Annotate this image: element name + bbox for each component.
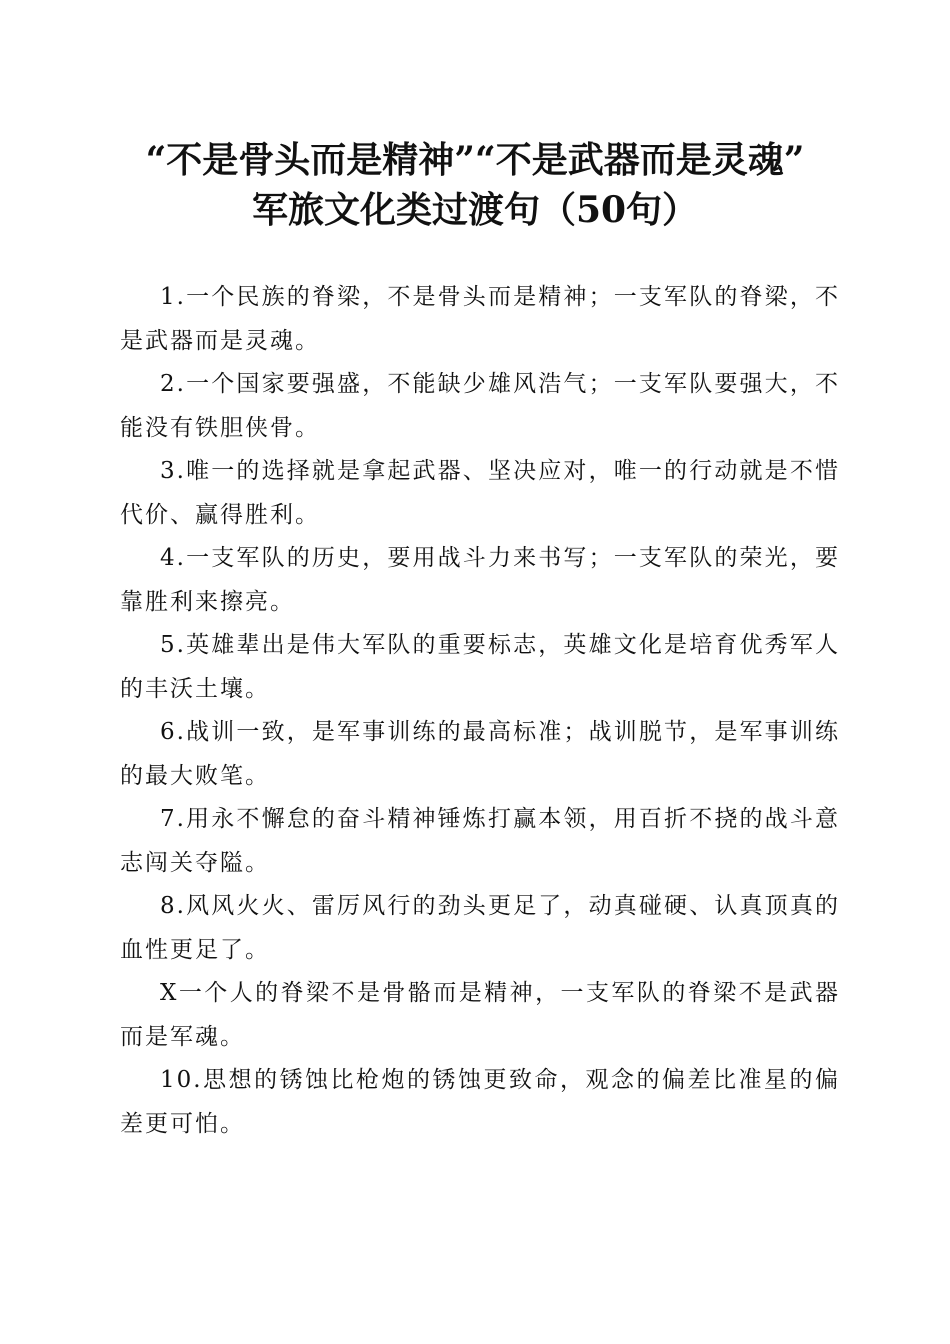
document-title-line-1: “不是骨头而是精神”“不是武器而是灵魂” (145, 139, 805, 181)
list-item: 1.一个民族的脊梁，不是骨头而是精神；一支军队的脊梁，不是武器而是灵魂。 (120, 284, 840, 354)
list-item: 7.用永不懈怠的奋斗精神锤炼打赢本领，用百折不挠的战斗意志闯关夺隘。 (120, 806, 840, 876)
list-item: 3.唯一的选择就是拿起武器、坚决应对，唯一的行动就是不惜代价、赢得胜利。 (120, 458, 840, 528)
document-title-line-2: 军旅文化类过渡句（50句） (251, 189, 699, 231)
list-item: 5.英雄辈出是伟大军队的重要标志，英雄文化是培育优秀军人的丰沃土壤。 (120, 632, 840, 702)
list-item: 4.一支军队的历史，要用战斗力来书写；一支军队的荣光，要靠胜利来擦亮。 (120, 545, 840, 615)
list-item: 6.战训一致，是军事训练的最高标准；战训脱节，是军事训练的最大败笔。 (120, 719, 840, 789)
list-item: 8.风风火火、雷厉风行的劲头更足了，动真碰硬、认真顶真的血性更足了。 (120, 893, 840, 963)
list-item: X一个人的脊梁不是骨骼而是精神，一支军队的脊梁不是武器而是军魂。 (120, 980, 840, 1050)
document-body (120, 276, 840, 1146)
list-item: 2.一个国家要强盛，不能缺少雄风浩气；一支军队要强大，不能没有铁胆侠骨。 (120, 371, 840, 441)
list-item: 10.思想的锈蚀比枪炮的锈蚀更致命，观念的偏差比准星的偏差更可怕。 (120, 1067, 840, 1137)
